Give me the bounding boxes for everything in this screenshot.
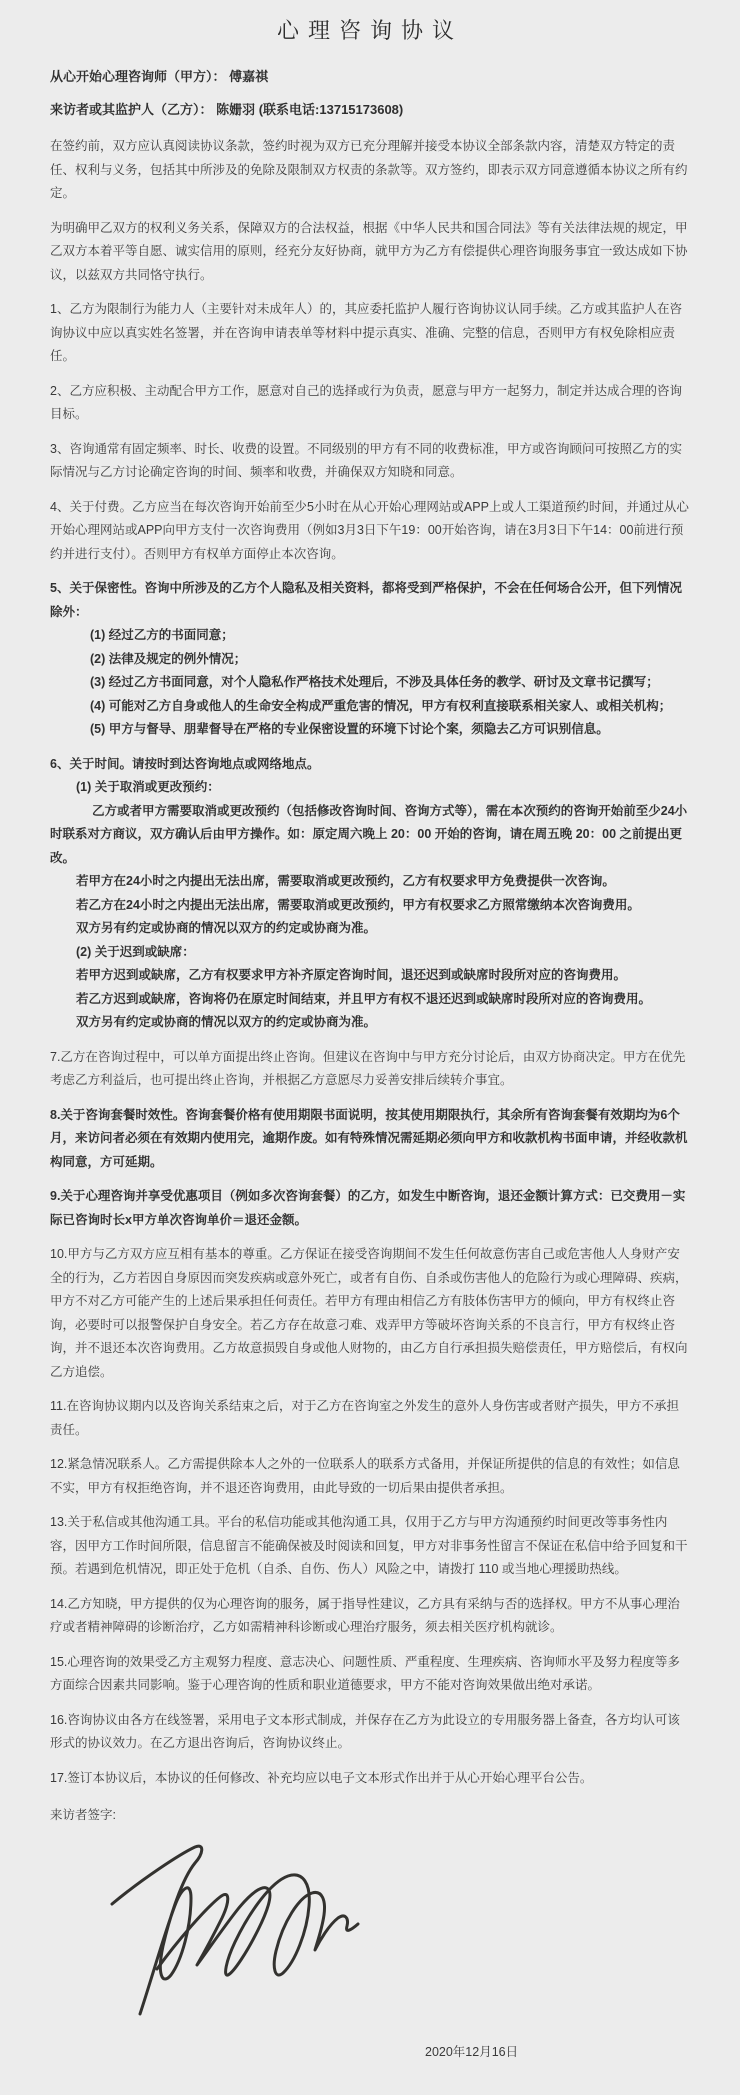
- clause-paragraph: 12.紧急情况联系人。乙方需提供除本人之外的一位联系人的联系方式备用，并保证所提供的信息的有效性；如信息不实，甲方有权拒绝咨询，并不退还咨询费用，由此导致的一切后果由提供者承担。: [50, 1457, 680, 1495]
- party-b-line: 来访者或其监护人（乙方）： 陈姗羽 (联系电话:13715173608): [50, 102, 404, 117]
- party-a-line: 从心开始心理咨询师（甲方）： 傅嘉祺: [50, 69, 269, 84]
- clause-paragraph: 16.咨询协议由各方在线签署，采用电子文本形式制成，并保存在乙方为此设立的专用服务器上备查，各方均认可该形式的协议效力。在乙方退出咨询后，咨询协议终止。: [50, 1712, 680, 1750]
- page-title: 心理咨询协议: [276, 18, 463, 43]
- clause-paragraph: (1) 经过乙方的书面同意；: [90, 628, 234, 642]
- clause-paragraph: 15.心理咨询的效果受乙方主观努力程度、意志决心、问题性质、严重程度、生理疾病、咨询师水平及努力程度等多方面综合因素共同影响。鉴于心理咨询的性质和职业道德要求，甲方不能对咨询效果做出绝对承诺。: [50, 1654, 680, 1692]
- clause-paragraph: 若甲方在24小时之内提出无法出席，需要取消或更改预约，乙方有权要求甲方免费提供一次咨询。: [76, 874, 615, 888]
- clause-paragraph: 9.关于心理咨询并享受优惠项目（例如多次咨询套餐）的乙方，如发生中断咨询，退还金额计算方式：已交费用－实际已咨询时长x甲方单次咨询单价＝退还金额。: [50, 1189, 686, 1227]
- clauses-list: [50, 135, 690, 1790]
- clause-paragraph: 3、咨询通常有固定频率、时长、收费的设置。不同级别的甲方有不同的收费标准，甲方或咨询顾问可按照乙方的实际情况与乙方讨论确定咨询的时间、频率和收费，并确保双方知晓和同意。: [50, 441, 682, 479]
- signature-label: 来访者签字:: [50, 1808, 116, 1822]
- clause-paragraph: 为明确甲乙双方的权利义务关系，保障双方的合法权益，根据《中华人民共和国合同法》等有关法律法规的规定，甲乙双方本着平等自愿、诚实信用的原则，经充分友好协商，就甲方为乙方有偿提供心理咨询服务事宜一致达成如下协议，以兹双方共同恪守执行。: [50, 220, 688, 282]
- clause-paragraph: 若乙方迟到或缺席，咨询将仍在原定时间结束，并且甲方有权不退还迟到或缺席时段所对应的咨询费用。: [76, 991, 652, 1006]
- clause-paragraph: 6、关于时间。请按时到达咨询地点或网络地点。: [50, 756, 320, 771]
- clause-paragraph: 11.在咨询协议期内以及咨询关系结束之后，对于乙方在咨询室之外发生的意外人身伤害或者财产损失，甲方不承担责任。: [50, 1399, 679, 1437]
- clause-paragraph: 双方另有约定或协商的情况以双方的约定或协商为准。: [76, 1015, 377, 1029]
- clause-paragraph: 10.甲方与乙方双方应互相有基本的尊重。乙方保证在接受咨询期间不发生任何故意伤害自己或危害他人人身财产安全的行为，乙方若因自身原因而突发疾病或意外死亡，或者有自伤、自杀或伤害他人的危险行为或心理障碍、疾病，甲方不对乙方可能产生的上述后果承担任何责任。若甲方有理由相信乙方有肢体伤害甲方的倾向，甲方有权终止咨询，必要时可以报警保护自身安全。若乙方存在故意刁难、戏弄甲方等破坏咨询关系的不良言行，甲方有权终止咨询，并不退还本次咨询费用。乙方故意损毁自身或他人财物的，由乙方自行承担损失赔偿责任，甲方赔偿后，有权向乙方追偿。: [50, 1247, 688, 1379]
- clause-paragraph: 乙方或者甲方需要取消或更改预约（包括修改咨询时间、咨询方式等），需在本次预约的咨询开始前至少24小时联系对方商议，双方确认后由甲方操作。如：原定周六晚上 20：00 开始的咨询，请在周五晚 20：00 之前提出更改。: [50, 803, 688, 865]
- clause-paragraph: 在签约前，双方应认真阅读协议条款，签约时视为双方已充分理解并接受本协议全部条款内容，清楚双方特定的责任、权利与义务，包括其中所涉及的免除及限制双方权责的条款等。双方签约，即表示双方同意遵循本协议之所有约定。: [50, 139, 688, 200]
- clause-paragraph: 13.关于私信或其他沟通工具。平台的私信功能或其他沟通工具，仅用于乙方与甲方沟通预约时间更改等事务性内容，因甲方工作时间所限，信息留言不能确保被及时阅读和回复，甲方对非事务性留言不保证在私信中给予回复和干预。若遇到危机情况，即正处于危机（自杀、自伤、伤人）风险之中，请拨打 110 或当地心理援助热线。: [50, 1515, 688, 1576]
- clause-paragraph: (5) 甲方与督导、朋辈督导在严格的专业保密设置的环境下讨论个案，须隐去乙方可识别信息。: [90, 722, 609, 736]
- document-date: 2020年12月16日: [425, 2045, 519, 2059]
- clause-paragraph: 14.乙方知晓，甲方提供的仅为心理咨询的服务，属于指导性建议，乙方具有采纳与否的选择权。甲方不从事心理治疗或者精神障碍的诊断治疗，乙方如需精神科诊断或心理治疗服务，须去相关医疗机构就诊。: [50, 1596, 680, 1634]
- visitor-signature: [102, 1834, 362, 2024]
- clause-paragraph: (1) 关于取消或更改预约：: [76, 780, 220, 794]
- clause-paragraph: (3) 经过乙方书面同意，对个人隐私作严格技术处理后，不涉及具体任务的教学、研讨及文章书记撰写；: [90, 675, 659, 689]
- clause-paragraph: 5、关于保密性。咨询中所涉及的乙方个人隐私及相关资料，都将受到严格保护，不会在任何场合公开，但下列情况除外：: [50, 581, 682, 619]
- clause-paragraph: 双方另有约定或协商的情况以双方的约定或协商为准。: [76, 921, 377, 935]
- clause-paragraph: 2、乙方应积极、主动配合甲方工作，愿意对自己的选择或行为负责，愿意与甲方一起努力，制定并达成合理的咨询目标。: [50, 383, 682, 421]
- clause-paragraph: (2) 关于迟到或缺席：: [76, 944, 195, 959]
- clause-paragraph: 8.关于咨询套餐时效性。咨询套餐价格有使用期限书面说明，按其使用期限执行，其余所有咨询套餐有效期均为6个月，来访问者必须在有效期内使用完，逾期作废。如有特殊情况需延期必须向甲方和收款机构书面申请，并经收款机构同意，方可延期。: [50, 1107, 688, 1169]
- clause-paragraph: 若乙方在24小时之内提出无法出席，需要取消或更改预约，甲方有权要求乙方照常缴纳本次咨询费用。: [76, 897, 640, 912]
- clause-paragraph: (2) 法律及规定的例外情况；: [90, 651, 247, 666]
- clause-paragraph: 4、关于付费。乙方应当在每次咨询开始前至少5小时在从心开始心理网站或APP上或人工渠道预约时间，并通过从心开始心理网站或APP向甲方支付一次咨询费用（例如3月3日下午19：00开始咨询，请在3月3日下午14：00前进行预约并进行支付）。否则甲方有权单方面停止本次咨询。: [50, 499, 689, 561]
- signature-area: [50, 1832, 690, 2027]
- clause-paragraph: (4) 可能对乙方自身或他人的生命安全构成严重危害的情况，甲方有权利直接联系相关家人、或相关机构；: [90, 698, 672, 713]
- clause-paragraph: 17.签订本协议后，本协议的任何修改、补充均应以电子文本形式作出并于从心开始心理平台公告。: [50, 1770, 593, 1785]
- clause-paragraph: 1、乙方为限制行为能力人（主要针对未成年人）的，其应委托监护人履行咨询协议认同手续。乙方或其监护人在咨询协议中应以真实姓名签署，并在咨询申请表单等材料中提示真实、准确、完整的信息，否则甲方有权免除相应责任。: [50, 302, 682, 363]
- clause-paragraph: 若甲方迟到或缺席，乙方有权要求甲方补齐原定咨询时间，退还迟到或缺席时段所对应的咨询费用。: [76, 968, 627, 982]
- clause-paragraph: 7.乙方在咨询过程中，可以单方面提出终止咨询。但建议在咨询中与甲方充分讨论后，由双方协商决定。甲方在优先考虑乙方利益后，也可提出终止咨询，并根据乙方意愿尽力妥善安排后续转介事宜。: [50, 1049, 686, 1087]
